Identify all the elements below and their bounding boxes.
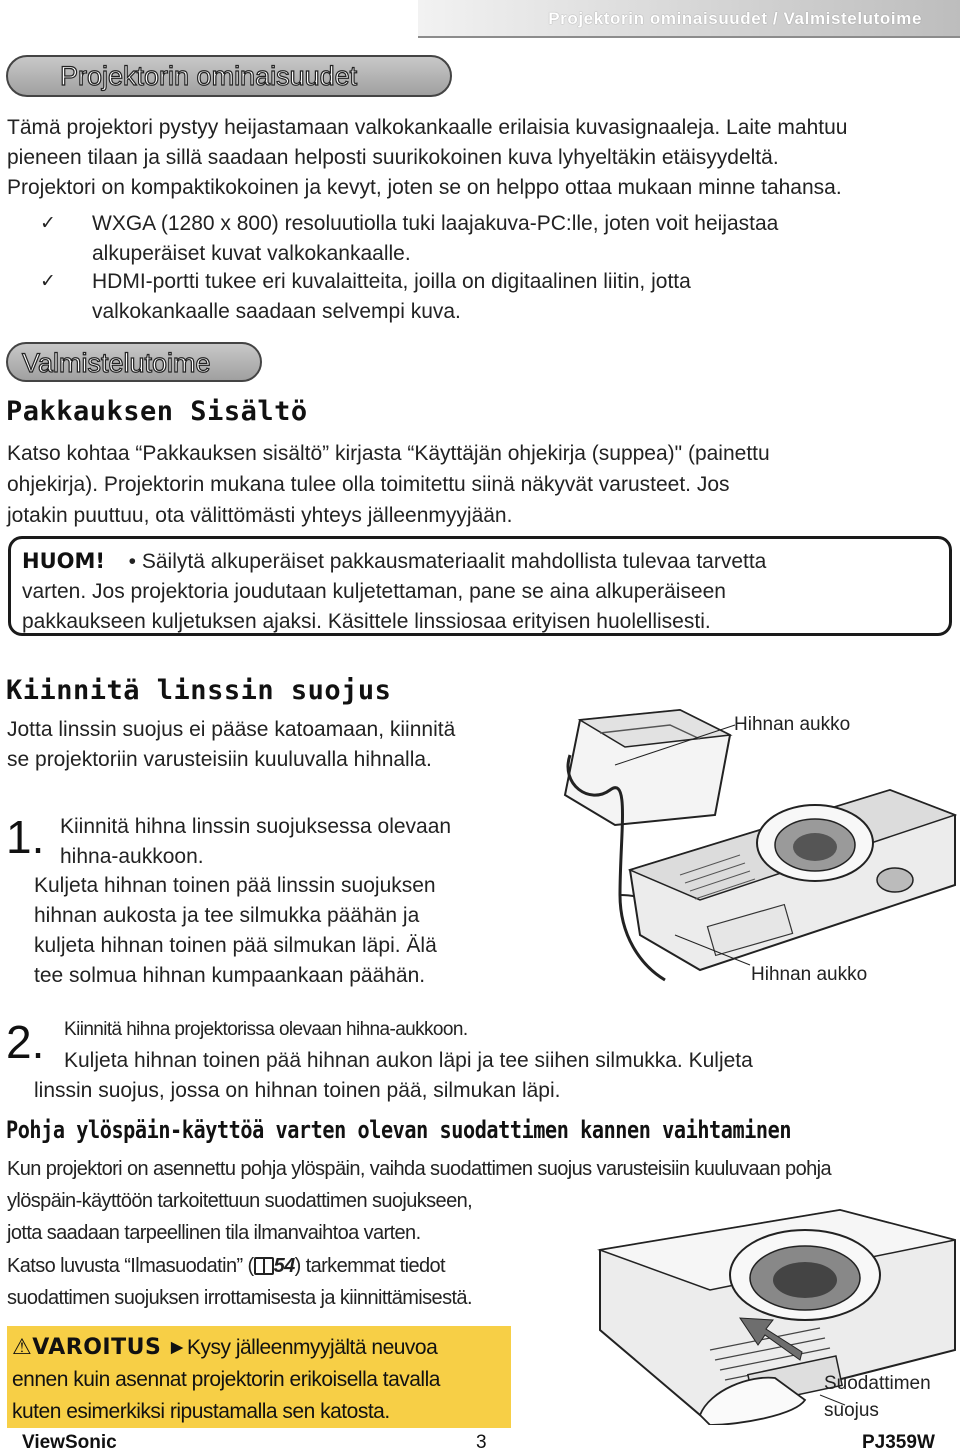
filter-reference-suffix: ) tarkemmat tiedot — [294, 1255, 445, 1277]
footer-brand: ViewSonic — [22, 1432, 117, 1453]
filter-cover-label — [824, 1370, 931, 1424]
warning-line: Kysy jälleenmyyjältä neuvoa — [186, 1336, 438, 1359]
footer-model: PJ359W — [862, 1432, 935, 1453]
filter-reference-line: suodattimen suojuksen irrottamisesta ja kiinnittämisestä. — [7, 1287, 472, 1309]
feature-bullet-wxga — [40, 209, 960, 269]
note-content — [22, 546, 947, 637]
warning-content — [12, 1332, 512, 1428]
feature-bullet-hdmi — [40, 267, 960, 327]
step-2-line: Kuljeta hihnan toinen pää hihnan aukon läpi ja tee siihen silmukka. Kuljeta — [64, 1049, 753, 1072]
features-section-title: Projektorin ominaisuudet — [6, 55, 452, 97]
filter-reference-page[interactable]: 54 — [273, 1255, 295, 1277]
lens-cap-intro-line: se projektoriin varusteisiin kuuluvalla hihnalla. — [7, 748, 432, 771]
warning-line: kuten esimerkiksi ripustamalla sen katosta. — [12, 1400, 390, 1423]
filter-line: Kun projektori on asennettu pohja ylöspäin, vaihda suodattimen suojus varusteisiin kuuluvaan pohja — [7, 1158, 831, 1180]
page-number: 3 — [476, 1432, 487, 1453]
feature-bullet-line: alkuperäiset kuvat valkokankaalle. — [92, 242, 411, 265]
filter-reference-prefix: Katso luvusta “Ilmasuodatin” ( — [7, 1255, 254, 1277]
step-2-line: linssin suojus, jossa on hihnan toinen pää, silmukan läpi. — [34, 1079, 561, 1102]
step-1-detail — [34, 871, 574, 991]
step-1-title — [60, 812, 560, 872]
arrow-right-icon: ► — [166, 1336, 187, 1359]
warning-first-line — [12, 1332, 512, 1364]
lens-cap-intro-line: Jotta linssin suojus ei pääse katoamaan, kiinnitä — [7, 718, 456, 741]
strap-hole-label-top: Hihnan aukko — [734, 714, 851, 735]
section-header-bar: Projektorin ominaisuudet / Valmistelutoime — [418, 0, 960, 38]
step-1-number: 1. — [6, 811, 45, 863]
lens-cap-intro — [7, 715, 567, 775]
package-line: jotakin puuttuu, ota välittömästi yhteys jälleenmyyjään. — [7, 504, 513, 527]
filter-reference — [7, 1250, 567, 1314]
filter-line: jotta saadaan tarpeellinen tila ilmanvaihtoa varten. — [7, 1222, 421, 1244]
lens-cap-heading: Kiinnitä linssin suojus — [6, 675, 392, 706]
package-contents-text — [7, 438, 957, 531]
note-label: HUOM! — [22, 549, 105, 573]
package-line: ohjekirja). Projektorin mukana tulee olla toimitettu siinä näkyvät varusteet. Jos — [7, 473, 730, 496]
note-first-line — [22, 546, 947, 577]
package-line: Katso kohtaa “Pakkauksen sisältö” kirjasta “Käyttäjän ohjekirja (suppea)" (painettu — [7, 442, 770, 465]
feature-bullet-line: HDMI-portti tukee eri kuvalaitteita, joilla on digitaalinen liitin, jotta — [92, 270, 691, 293]
feature-bullet-line: WXGA (1280 x 800) resoluutiolla tuki laajakuva-PC:lle, joten voit heijastaa — [92, 212, 779, 235]
features-intro — [7, 113, 957, 203]
note-bullet: • — [128, 550, 137, 573]
step-1-line: hihna-aukkoon. — [60, 845, 204, 868]
warning-line: ennen kuin asennat projektorin erikoisella tavalla — [12, 1368, 440, 1391]
note-line: pakkaukseen kuljetuksen ajaksi. Käsittele linssiosaa erityisen huolellisesti. — [22, 610, 711, 633]
step-1-detail-line: Kuljeta hihnan toinen pää linssin suojuksen — [34, 874, 436, 897]
filter-cover-heading: Pohja ylöspäin-käyttöä varten olevan suodattimen kannen vaihtaminen — [6, 1116, 792, 1144]
book-icon — [254, 1257, 274, 1275]
note-line: varten. Jos projektoria joudutaan kuljetettaman, pane se aina alkuperäiseen — [22, 580, 726, 603]
checkmark-icon: ✓ — [40, 271, 56, 292]
preparation-section-title: Valmistelutoime — [6, 342, 262, 382]
warning-icon: ⚠ — [12, 1335, 33, 1360]
feature-bullet-line: valkokankaalle saadaan selvempi kuva. — [92, 300, 461, 323]
features-intro-line: Tämä projektori pystyy heijastamaan valkokankaalle erilaisia kuvasignaaleja. Laite mahtuu — [7, 116, 848, 139]
step-2-number: 2. — [6, 1016, 45, 1068]
note-line: Säilytä alkuperäiset pakkausmateriaalit mahdollista tulevaa tarvetta — [141, 550, 767, 573]
step-1-line: Kiinnitä hihna linssin suojuksessa olevaan — [60, 815, 452, 838]
step-1-detail-line: kuljeta hihnan toinen pää silmukan läpi. Älä — [34, 934, 437, 957]
step-2-line: Kiinnitä hihna projektorissa olevaan hihna-aukkoon. — [64, 1019, 468, 1040]
filter-cover-label-line: suojus — [824, 1400, 879, 1421]
filter-cover-label-line: Suodattimen — [824, 1373, 931, 1394]
step-1-detail-line: hihnan aukosta ja tee silmukka päähän ja — [34, 904, 420, 927]
step-1-detail-line: tee solmua hihnan kumpaankaan päähän. — [34, 964, 426, 987]
filter-line: ylöspäin-käyttöön tarkoitettuun suodattimen suojukseen, — [7, 1190, 473, 1212]
features-intro-line: pieneen tilaan ja sillä saadaan helposti suurikokoinen kuva lyhyeltäkin etäisyydeltä. — [7, 146, 779, 169]
strap-hole-label-bottom: Hihnan aukko — [751, 964, 868, 985]
features-intro-line: Projektori on kompaktikokoinen ja kevyt, joten se on helppo ottaa mukaan minne tahansa. — [7, 176, 842, 199]
package-contents-heading: Pakkauksen Sisältö — [6, 396, 308, 427]
checkmark-icon: ✓ — [40, 213, 56, 234]
warning-label: VAROITUS — [32, 1335, 162, 1360]
filter-reference-line — [7, 1250, 567, 1282]
lens-cap-strap-illustration — [560, 695, 960, 1005]
